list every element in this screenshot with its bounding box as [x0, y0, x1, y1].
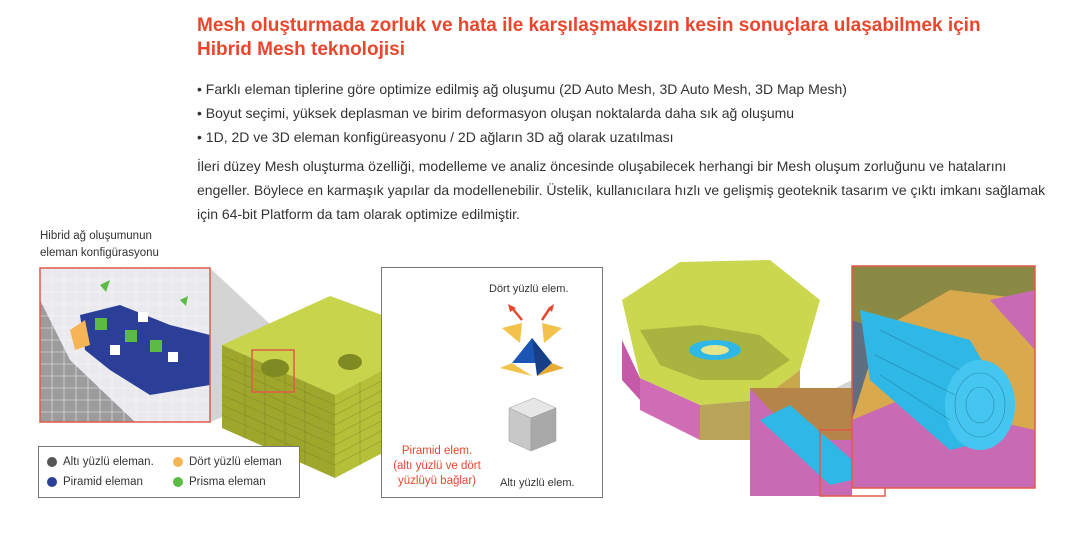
tetra-pyramid-icon [482, 298, 582, 388]
title-line-2: Hibrid Mesh teknolojisi [197, 39, 405, 60]
pyramid-label: Piramid elem. (altı yüzlü ve dört yüzlüyü bağlar) [393, 445, 481, 487]
feature-item: • Boyut seçimi, yüksek deplasman ve birim deformasyon oluşan noktalarda daha sık ağ oluşumu [197, 101, 1047, 125]
hexa-cube-icon [494, 393, 564, 458]
description-paragraph: İleri düzey Mesh oluşturma özelliği, modelleme ve analiz öncesinde oluşabilecek herhangi bir Mesh oluşum zorluğunu ve hatalarını engeller. Böylece en karmaşık yapılar da modellenebilir. Üstelik, kullanıcılara hızlı ve gelişmiş geoteknik tasarım ve çıktı imkanı sağlamak için 64-bit Platform da tam olarak optimize edilmiştir. [197, 158, 1046, 222]
legend-item-hexa: Altı yüzlü eleman. [47, 456, 154, 468]
feature-item: • Farklı eleman tiplerine göre optimize edilmiş ağ oluşumu (2D Auto Mesh, 3D Auto Mesh, 3D Map Mesh) [197, 77, 1047, 101]
tunnel-zoom [852, 266, 1035, 488]
legend-item-tetra: Dört yüzlü eleman [173, 456, 282, 468]
legend-box [38, 446, 300, 498]
title-line-1: Mesh oluşturmada zorluk ve hata ile karşılaşmaksızın kesin sonuçlara ulaşabilmek için [197, 15, 981, 36]
pyramid-dot-icon [47, 477, 57, 487]
legend-item-pyramid: Piramid eleman [47, 476, 143, 488]
prism-dot-icon [173, 477, 183, 487]
hexa-dot-icon [47, 457, 57, 467]
tetra-label: Dört yüzlü elem. [489, 283, 569, 295]
hybrid-mesh-detail [40, 268, 210, 422]
caption-line-2: eleman konfigürasyonu [40, 247, 159, 259]
element-types-panel [381, 267, 603, 498]
hexa-label: Altı yüzlü elem. [500, 477, 575, 489]
legend-item-prism: Prisma eleman [173, 476, 266, 488]
tetra-dot-icon [173, 457, 183, 467]
feature-item: • 1D, 2D ve 3D eleman konfigüreasyonu / 2D ağların 3D ağ olarak uzatılması [197, 125, 1047, 149]
caption-line-1: Hibrid ağ oluşumunun [40, 230, 152, 242]
